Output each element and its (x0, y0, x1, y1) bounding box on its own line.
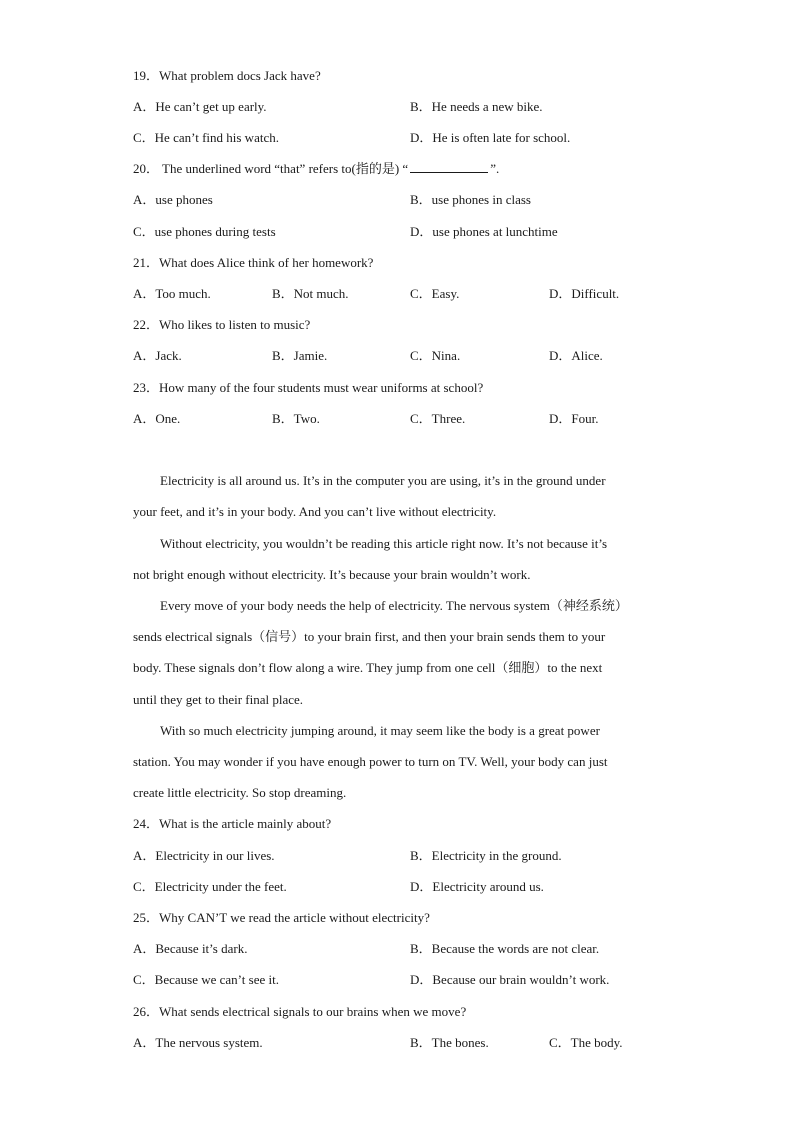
q20-option-b[interactable]: B．use phones in class (410, 192, 531, 207)
passage-line: your feet, and it’s in your body. And you can’t live without electricity. (133, 504, 497, 519)
q19-option-b[interactable]: B．He needs a new bike. (410, 99, 543, 114)
question-25: 25．Why CAN’T we read the article without electricity? (133, 910, 430, 925)
q23-option-a[interactable]: A．One. (133, 411, 181, 426)
q23-option-d[interactable]: D．Four. (549, 411, 599, 426)
passage-line: create little electricity. So stop dreaming. (133, 785, 347, 800)
passage-line: With so much electricity jumping around, it may seem like the body is a great power (160, 723, 600, 738)
q22-option-d[interactable]: D．Alice. (549, 348, 603, 363)
passage-line: sends electrical signals（信号）to your brain first, and then your brain sends them to your (133, 629, 606, 644)
question-20 (133, 161, 499, 177)
q25-option-b[interactable]: B．Because the words are not clear. (410, 941, 600, 956)
q19-option-c[interactable]: C．He can’t find his watch. (133, 130, 279, 145)
q20-option-a[interactable]: A．use phones (133, 192, 213, 207)
passage-line: Electricity is all around us. It’s in the computer you are using, it’s in the ground under (160, 473, 606, 488)
question-23: 23．How many of the four students must wear uniforms at school? (133, 380, 484, 395)
q25-option-c[interactable]: C．Because we can’t see it. (133, 972, 279, 987)
q25-option-d[interactable]: D．Because our brain wouldn’t work. (410, 972, 610, 987)
q21-option-c[interactable]: C．Easy. (410, 286, 460, 301)
question-26: 26．What sends electrical signals to our brains when we move? (133, 1004, 467, 1019)
answer-blank (410, 161, 488, 173)
question-22: 22．Who likes to listen to music? (133, 317, 311, 332)
q24-option-b[interactable]: B．Electricity in the ground. (410, 848, 562, 863)
passage-line: until they get to their final place. (133, 692, 304, 707)
question-19: 19．What problem docs Jack have? (133, 68, 321, 83)
q21-option-d[interactable]: D．Difficult. (549, 286, 620, 301)
q25-option-a[interactable]: A．Because it’s dark. (133, 941, 248, 956)
q19-option-d[interactable]: D．He is often late for school. (410, 130, 571, 145)
question-21: 21．What does Alice think of her homework? (133, 255, 374, 270)
question-20-suffix: ”. (490, 161, 500, 176)
q26-option-b[interactable]: B．The bones. (410, 1035, 489, 1050)
q20-option-d[interactable]: D．use phones at lunchtime (410, 224, 558, 239)
q22-option-c[interactable]: C．Nina. (410, 348, 461, 363)
q19-option-a[interactable]: A．He can’t get up early. (133, 99, 267, 114)
q26-option-c[interactable]: C．The body. (549, 1035, 623, 1050)
q23-option-b[interactable]: B．Two. (272, 411, 320, 426)
q24-option-d[interactable]: D．Electricity around us. (410, 879, 544, 894)
question-24: 24．What is the article mainly about? (133, 816, 332, 831)
q23-option-c[interactable]: C．Three. (410, 411, 466, 426)
q20-option-c[interactable]: C．use phones during tests (133, 224, 276, 239)
question-20-text: 20． The underlined word “that” refers to(指的是) “ (133, 161, 409, 176)
q24-option-a[interactable]: A．Electricity in our lives. (133, 848, 275, 863)
passage-line: Without electricity, you wouldn’t be reading this article right now. It’s not because it’s (160, 536, 608, 551)
q22-option-b[interactable]: B．Jamie. (272, 348, 328, 363)
passage-line: station. You may wonder if you have enough power to turn on TV. Well, your body can just (133, 754, 608, 769)
passage-line: Every move of your body needs the help of electricity. The nervous system（神经系统） (160, 598, 628, 613)
q21-option-b[interactable]: B．Not much. (272, 286, 349, 301)
q21-option-a[interactable]: A．Too much. (133, 286, 211, 301)
passage-line: body. These signals don’t flow along a wire. They jump from one cell（细胞）to the next (133, 660, 603, 675)
passage-line: not bright enough without electricity. It’s because your brain wouldn’t work. (133, 567, 531, 582)
q22-option-a[interactable]: A．Jack. (133, 348, 182, 363)
q24-option-c[interactable]: C．Electricity under the feet. (133, 879, 287, 894)
q26-option-a[interactable]: A．The nervous system. (133, 1035, 263, 1050)
